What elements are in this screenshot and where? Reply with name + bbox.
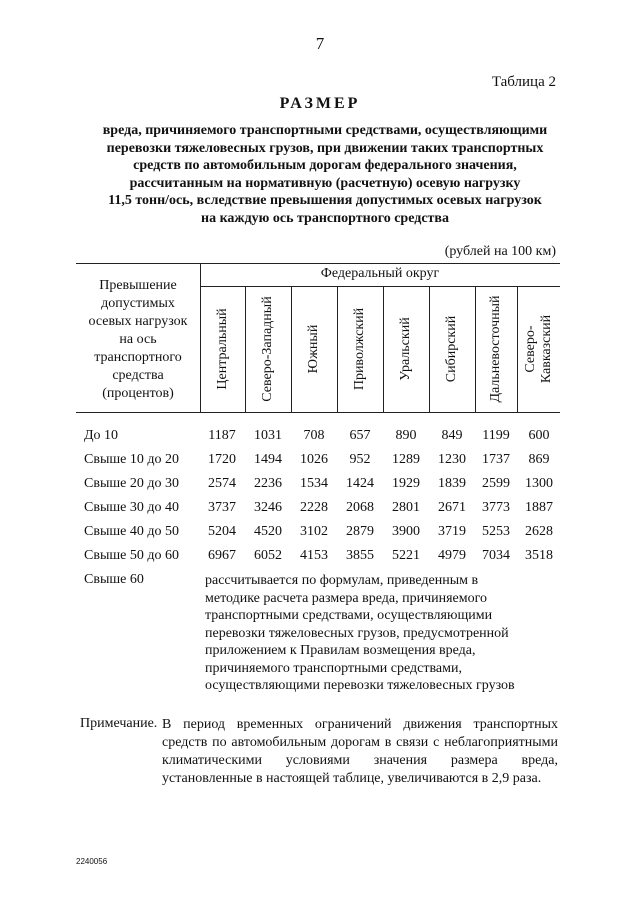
column-divider xyxy=(383,286,384,412)
row-header-line: осевых нагрузок xyxy=(88,314,188,329)
table-cell: 1494 xyxy=(254,452,282,467)
district-header-line: Кавказский xyxy=(539,314,554,384)
table-cell: 657 xyxy=(349,428,371,443)
district-header-northwest xyxy=(248,289,288,409)
formula-line: осуществляющими перевозки тяжеловесных грузов xyxy=(205,678,515,693)
district-header-line: Центральный xyxy=(215,308,230,390)
subtitle-line: перевозки тяжеловесных грузов, при движении таких транспортных xyxy=(106,140,544,156)
table-cell: 5221 xyxy=(392,548,420,563)
row-label: Свыше 10 до 20 xyxy=(84,452,179,467)
row-header xyxy=(80,277,196,403)
table-cell: 1737 xyxy=(482,452,510,467)
row-label: Свыше 20 до 30 xyxy=(84,476,179,491)
district-header-siberian xyxy=(432,289,472,409)
district-header-line: Уральский xyxy=(398,317,413,381)
table-cell: 600 xyxy=(528,428,550,443)
table-cell: 1289 xyxy=(392,452,420,467)
row-header-line: Превышение xyxy=(99,278,177,293)
district-header-south xyxy=(294,289,334,409)
document-code: 2240056 xyxy=(76,857,108,866)
table-label: Таблица 2 xyxy=(491,74,556,90)
note-label: Примечание. xyxy=(80,716,158,731)
row-header-line: транспортного xyxy=(94,350,182,365)
table-cell: 4520 xyxy=(254,524,282,539)
row-header-line: средства xyxy=(112,368,164,383)
subtitle-line: 11,5 тонн/ось, вследствие превышения допустимых осевых нагрузок xyxy=(108,193,542,208)
row-label: До 10 xyxy=(84,428,119,443)
document-subtitle xyxy=(75,122,575,227)
table-cell: 869 xyxy=(528,452,550,467)
district-header-far-east xyxy=(476,289,516,409)
subtitle-line: на каждую ось транспортного средства xyxy=(201,210,449,226)
district-header-central xyxy=(203,289,243,409)
formula-note xyxy=(205,572,545,695)
formula-line: причиняемого транспортными средствами, xyxy=(205,660,462,676)
table-cell: 4979 xyxy=(438,548,466,563)
table-cell: 1534 xyxy=(300,476,328,491)
table-cell: 2801 xyxy=(392,500,420,515)
table-cell: 3855 xyxy=(346,548,374,563)
table-cell: 6052 xyxy=(254,548,282,563)
district-header-north-caucasus xyxy=(519,289,559,409)
table-cell: 2628 xyxy=(525,524,553,539)
table-cell: 2599 xyxy=(482,476,510,491)
row-header-line: допустимых xyxy=(101,296,175,311)
table-cell: 2671 xyxy=(438,500,466,515)
table-top-rule xyxy=(76,263,560,264)
table-cell: 1720 xyxy=(208,452,236,467)
table-cell: 1187 xyxy=(208,428,236,443)
row-label: Свыше 60 xyxy=(84,572,144,587)
district-header-ural xyxy=(386,289,426,409)
table-cell: 1199 xyxy=(482,428,510,443)
district-header-volga xyxy=(340,289,380,409)
table-cell: 1026 xyxy=(300,452,328,467)
subtitle-line: вреда, причиняемого транспортными средствами, осуществляющими xyxy=(102,123,548,138)
district-header-line: Сибирский xyxy=(444,315,459,383)
table-cell: 3737 xyxy=(208,500,236,515)
subtitle-line: рассчитанным на нормативную (расчетную) осевую нагрузку xyxy=(129,175,521,191)
formula-line: транспортными средствами, осуществляющими xyxy=(205,608,493,623)
table-cell: 4153 xyxy=(300,548,328,563)
table-cell: 708 xyxy=(303,428,325,443)
table-cell: 1031 xyxy=(254,428,282,443)
page-number: 7 xyxy=(315,34,325,53)
district-header-line: Северо- xyxy=(523,325,538,373)
table-cell: 5253 xyxy=(482,524,510,539)
formula-line: методике расчета размера вреда, причиняемого xyxy=(205,590,488,606)
units-note: (рублей на 100 км) xyxy=(444,244,556,259)
district-header-line: Приволжский xyxy=(352,307,367,391)
column-divider xyxy=(429,286,430,412)
table-cell: 3518 xyxy=(525,548,553,563)
table-cell: 952 xyxy=(349,452,371,467)
table-cell: 1230 xyxy=(438,452,466,467)
note-text: В период временных ограничений движения транспортных средств по автомобильным дорогам в связи с неблагоприятными климатическими условиями значения размера вреда, установленные в настоящей таблице, увеличиваются в 2,9 раза. xyxy=(162,717,558,786)
table-cell: 1424 xyxy=(346,476,374,491)
header-bottom-rule xyxy=(76,412,560,413)
table-cell: 7034 xyxy=(482,548,510,563)
table-cell: 1887 xyxy=(525,500,553,515)
document-title: РАЗМЕР xyxy=(279,95,361,112)
table-cell: 890 xyxy=(395,428,417,443)
table-cell: 2879 xyxy=(346,524,374,539)
table-cell: 3246 xyxy=(254,500,282,515)
table-cell: 849 xyxy=(441,428,463,443)
column-divider xyxy=(517,286,518,412)
formula-line: перевозки тяжеловесных грузов, предусмотренной xyxy=(205,625,509,641)
row-label: Свыше 30 до 40 xyxy=(84,500,179,515)
formula-line: приложением к Правилам возмещения вреда, xyxy=(205,643,476,658)
table-cell: 5204 xyxy=(208,524,236,539)
table-cell: 2574 xyxy=(208,476,236,491)
table-cell: 2068 xyxy=(346,500,374,515)
district-header-line: Северо-Западный xyxy=(260,296,275,402)
table-cell: 3719 xyxy=(438,524,466,539)
column-divider xyxy=(200,263,201,412)
formula-line: рассчитывается по формулам, приведенным в xyxy=(205,573,479,588)
district-header-line: Дальневосточный xyxy=(488,295,503,403)
subtitle-line: средств по автомобильным дорогам федерального значения, xyxy=(133,158,517,173)
row-header-line: (процентов) xyxy=(102,386,174,401)
row-label: Свыше 50 до 60 xyxy=(84,548,179,563)
column-divider xyxy=(337,286,338,412)
table-cell: 1839 xyxy=(438,476,466,491)
table-cell: 3773 xyxy=(482,500,510,515)
row-header-line: на ось xyxy=(119,332,157,347)
table-cell: 1300 xyxy=(525,476,553,491)
column-divider xyxy=(245,286,246,412)
table-cell: 2228 xyxy=(300,500,328,515)
column-divider xyxy=(291,286,292,412)
district-header-line: Южный xyxy=(306,324,321,374)
table-cell: 3102 xyxy=(300,524,328,539)
table-cell: 2236 xyxy=(254,476,282,491)
row-label: Свыше 40 до 50 xyxy=(84,524,179,539)
group-header-rule xyxy=(200,286,560,287)
table-cell: 6967 xyxy=(208,548,236,563)
table-cell: 1929 xyxy=(392,476,420,491)
federal-district-header: Федеральный округ xyxy=(320,266,440,281)
table-cell: 3900 xyxy=(392,524,420,539)
